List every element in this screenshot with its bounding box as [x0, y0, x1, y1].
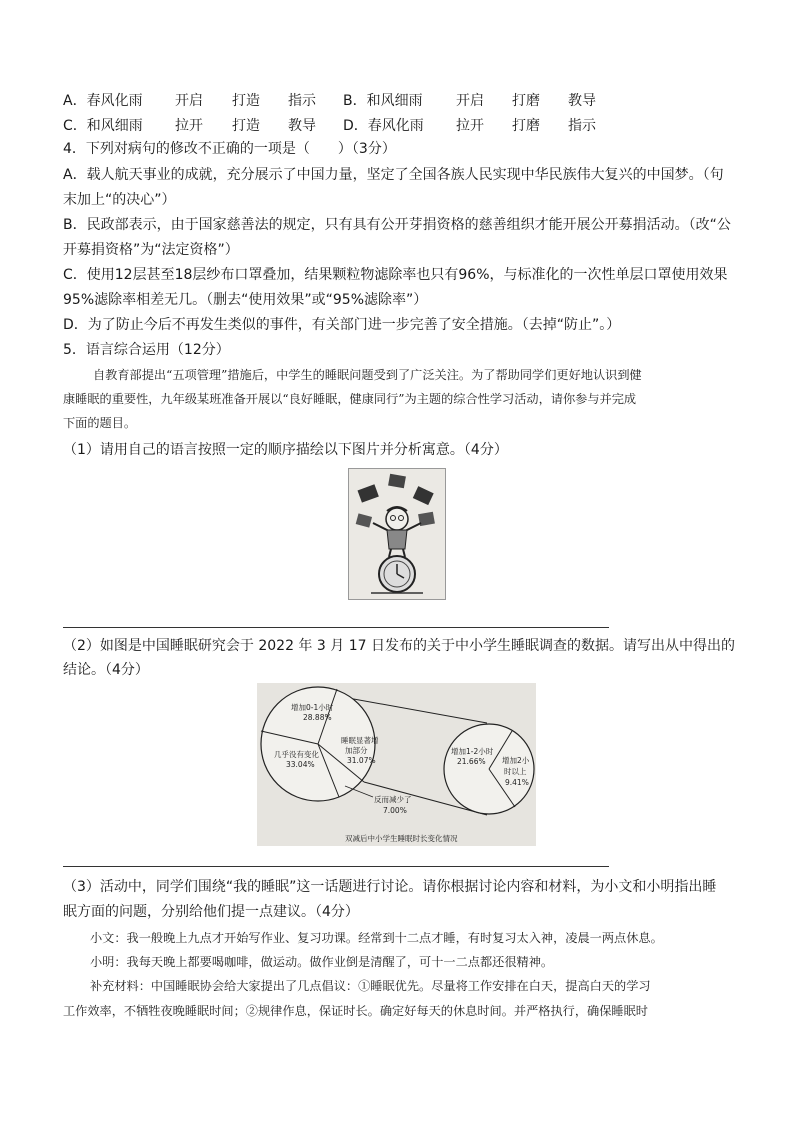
q4-option-d: D．为了防止今后不再发生类似的事件，有关部门进一步完善了安全措施。（去掉“防止”。） — [63, 317, 621, 333]
label-increase01-name: 增加0-1小时 — [291, 703, 334, 712]
label-significant-line1: 睡眠显著增 — [341, 736, 379, 745]
answer-line-1 — [63, 627, 609, 628]
option-b-label: B．和风细雨 — [343, 93, 423, 109]
label-decrease-value: 7.00% — [383, 806, 407, 815]
q5-sub3-line2: 眠方面的问题，分别给他们提一点建议。（4分） — [63, 904, 359, 920]
q4-option-a-line1: A．载人航天事业的成就，充分展示了中国力量，坚定了全国各族人民实现中华民族伟大复兴的中国梦。（句 — [63, 167, 724, 183]
option-b-word3: 教导 — [568, 93, 596, 109]
label-inc12-name: 增加1-2小时 — [451, 747, 494, 756]
label-decrease-name: 反而减少了 — [374, 795, 412, 804]
answer-line-2 — [63, 866, 609, 867]
q5-sub2-line2: 结论。（4分） — [63, 662, 149, 678]
q4-stem: 4．下列对病句的修改不正确的一项是（ ）（3分） — [63, 141, 396, 157]
option-c-word3: 教导 — [288, 118, 316, 134]
q5-stem: 5．语言综合运用（12分） — [63, 342, 230, 358]
option-c-word2: 打造 — [232, 118, 260, 134]
option-c-label: C．和风细雨 — [63, 118, 143, 134]
q4-option-b-line2: 开募捐资格”为“法定资格”） — [63, 242, 239, 258]
label-nochange-name: 几乎没有变化 — [274, 750, 319, 759]
q4-option-b-line1: B．民政部表示，由于国家慈善法的规定，只有具有公开芽捐资格的慈善组织才能开展公开募捐活动。（改“公 — [63, 217, 731, 233]
q5-intro-line1: 自教育部提出“五项管理”措施后，中学生的睡眠问题受到了广泛关注。为了帮助同学们更好地认识到健 — [93, 368, 642, 382]
option-d-word2: 打磨 — [512, 118, 540, 134]
label-inc2plus-value: 9.41% — [505, 778, 529, 787]
sleep-change-pie-chart — [257, 683, 536, 846]
q5-intro-line3: 下面的题目。 — [63, 416, 137, 430]
option-b-word1: 开启 — [456, 93, 484, 109]
option-d-word1: 拉开 — [456, 118, 484, 134]
supplement-line2: 工作效率，不牺牲夜晚睡眠时间；②规律作息，保证时长。确定好每天的休息时间。并严格执行，确保睡眠时 — [63, 1004, 648, 1018]
label-inc2plus-line2: 时以上 — [504, 767, 527, 776]
option-c-word1: 拉开 — [175, 118, 203, 134]
supplement-line1: 补充材料：中国睡眠协会给大家提出了几点倡议：①睡眠优先。尽量将工作安排在白天，提高白天的学习 — [90, 979, 651, 993]
label-increase01-value: 28.88% — [303, 713, 332, 722]
q4-option-c-line2: 95%滤除率相差无几。（删去“使用效果”或“95%滤除率”） — [63, 292, 428, 308]
option-a-label: A．春风化雨 — [63, 93, 143, 109]
q5-sub3-line1: （3）活动中，同学们围绕“我的睡眠”这一话题进行讨论。请你根据讨论内容和材料，为小文和小明指出睡 — [63, 879, 717, 895]
label-significant-value: 31.07% — [347, 756, 376, 765]
label-inc12-value: 21.66% — [457, 757, 486, 766]
option-a-word3: 指示 — [288, 93, 316, 109]
chart-title: 双减后中小学生睡眠时长变化情况 — [345, 834, 458, 843]
cartoon-illustration — [348, 468, 446, 600]
q5-intro-line2: 康睡眠的重要性，九年级某班准备开展以“良好睡眠，健康同行”为主题的综合性学习活动，请你参与并完成 — [63, 392, 637, 406]
label-inc2plus-line1: 增加2小 — [502, 756, 530, 765]
option-d-label: D．春风化雨 — [343, 118, 424, 134]
option-d-word3: 指示 — [568, 118, 596, 134]
q4-option-a-line2: 末加上“的决心”） — [63, 192, 176, 208]
option-b-word2: 打磨 — [512, 93, 540, 109]
q5-sub1: （1）请用自己的语言按照一定的顺序描绘以下图片并分析寓意。（4分） — [63, 442, 508, 458]
q5-sub2-line1: （2）如图是中国睡眠研究会于 2022 年 3 月 17 日发布的关于中小学生睡眠调查的数据。请写出从中得出的 — [63, 638, 735, 654]
option-a-word2: 打造 — [232, 93, 260, 109]
xiaowen-statement: 小文：我一般晚上九点才开始写作业、复习功课。经常到十二点才睡，有时复习太入神，凌晨一两点休息。 — [90, 931, 663, 945]
label-significant-line2: 加部分 — [345, 746, 368, 755]
xiaoming-statement: 小明：我每天晚上都要喝咖啡，做运动。做作业倒是清醒了，可十一二点都还很精神。 — [90, 955, 554, 969]
q4-option-c-line1: C．使用12层甚至18层纱布口罩叠加，结果颗粒物滤除率也只有96%，与标准化的一次性单层口罩使用效果 — [63, 267, 728, 283]
option-a-word1: 开启 — [175, 93, 203, 109]
label-nochange-value: 33.04% — [286, 760, 315, 769]
